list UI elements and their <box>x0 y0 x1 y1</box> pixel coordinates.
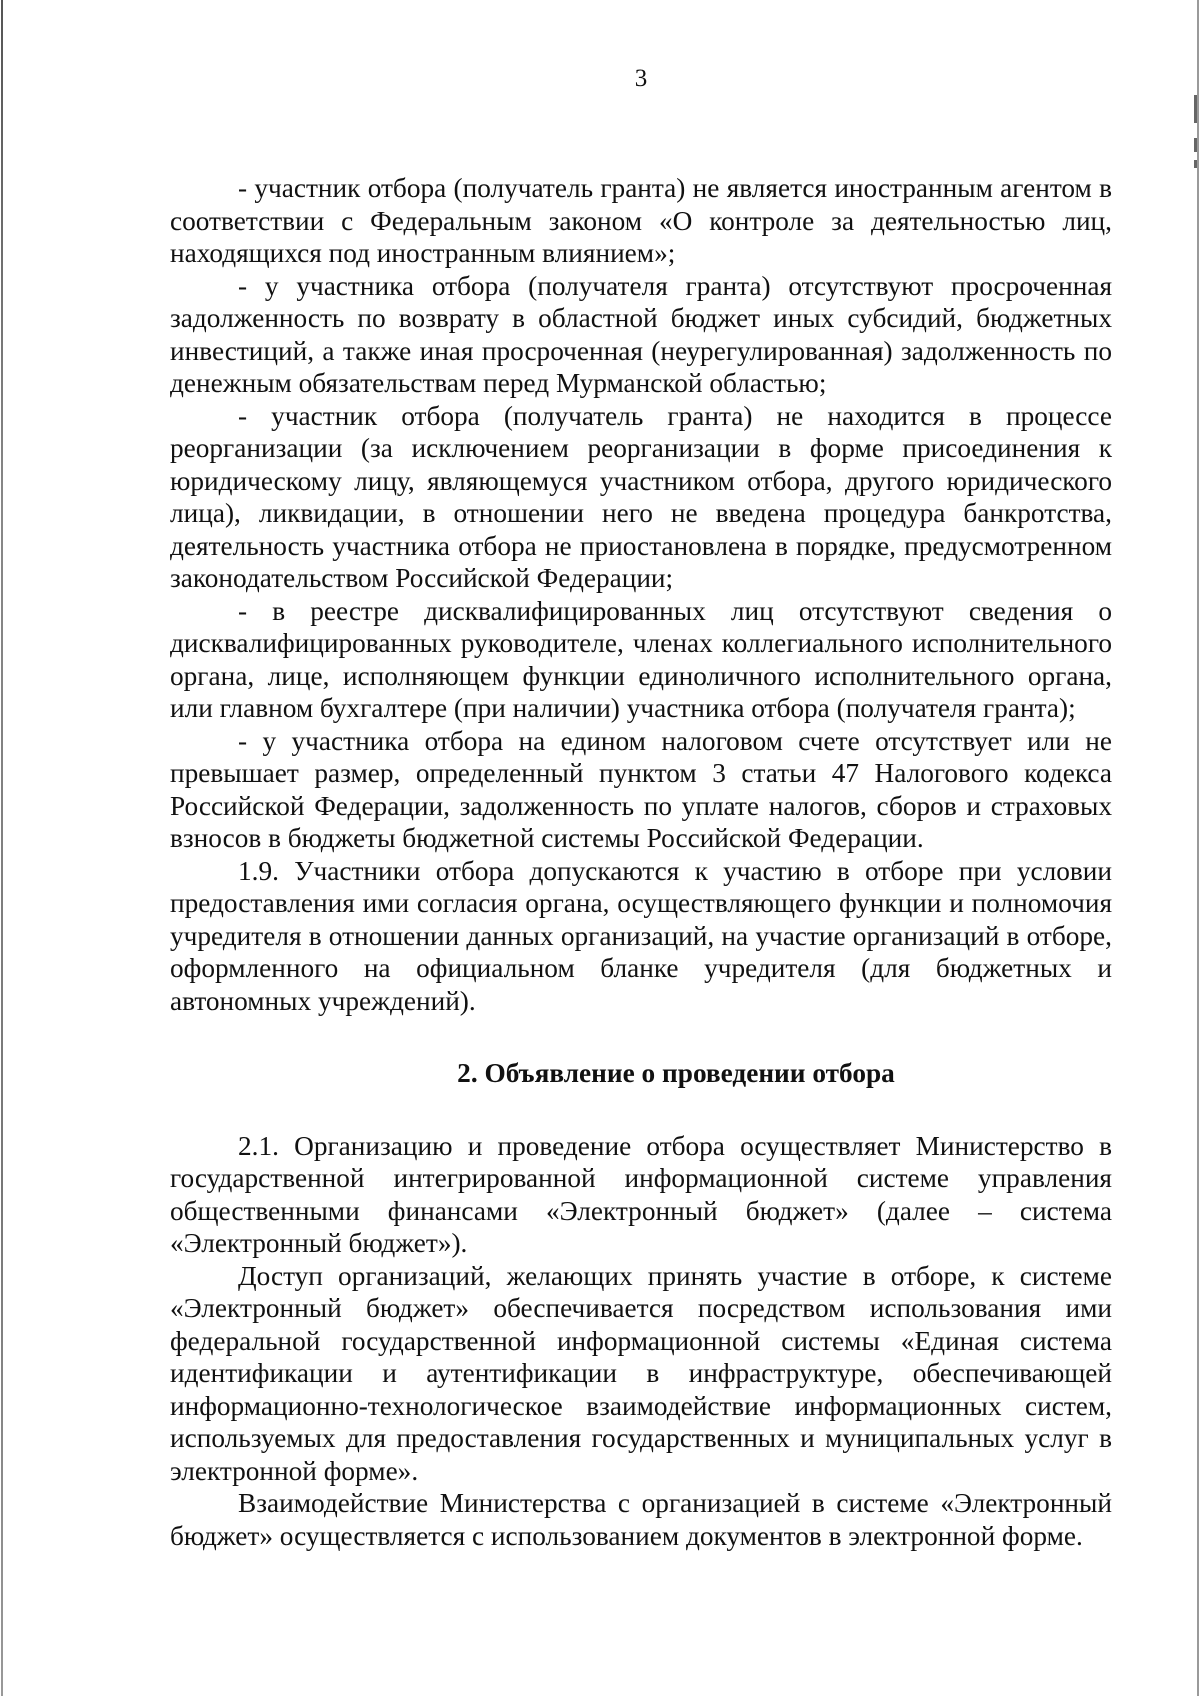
page-number: 3 <box>634 65 648 92</box>
paragraph-access: Доступ организаций, желающих принять участие в отборе, к системе «Электронный бюджет» обеспечивается посредством использования ими федеральной государственной информационной системы «Единая система идентификации и аутентификации в инфраструктуре, обеспечивающей информационно-технологическое взаимодействие информационных систем, используемых для предоставления государственных и муниципальных услуг в электронной форме». <box>170 1260 1112 1486</box>
section-heading: 2. Объявление о проведении отбора <box>457 1058 895 1088</box>
scan-edge-mark <box>1194 138 1197 152</box>
scan-edge-mark <box>1194 95 1197 123</box>
document-body <box>170 172 1112 1552</box>
paragraph-foreign-agent: - участник отбора (получатель гранта) не является иностранным агентом в соответствии с Федеральным законом «О контроле за деятельностью лиц, находящихся под иностранным влиянием»; <box>170 173 1112 268</box>
paragraph-disqualified-persons: - в реестре дисквалифицированных лиц отсутствуют сведения о дисквалифицированных руководителе, членах коллегиального исполнительного органа, лице, исполняющем функции единоличного исполнительного органа, или главном бухгалтере (при наличии) участника отбора (получателя гранта); <box>170 595 1112 723</box>
scan-edge-right <box>1197 0 1199 1696</box>
paragraph-2-1: 2.1. Организацию и проведение отбора осуществляет Министерство в государственной интегрированной информационной системе управления общественными финансами «Электронный бюджет» (далее – система «Электронный бюджет»). <box>170 1130 1112 1258</box>
paragraph-reorganization: - участник отбора (получатель гранта) не находится в процессе реорганизации (за исключением реорганизации в форме присоединения к юридическому лицу, являющемуся участником отбора, другого юридического лица), ликвидации, в отношении него не введена процедура банкротства, деятельность участника отбора не приостановлена в порядке, предусмотренном законодательством Российской Федерации; <box>170 400 1112 593</box>
scan-edge-left <box>1 0 3 1696</box>
paragraph-overdue-debt: - у участника отбора (получателя гранта) отсутствуют просроченная задолженность по возврату в областной бюджет иных субсидий, бюджетных инвестиций, а также иная просроченная (неурегулированная) задолженность по денежным обязательствам перед Мурманской областью; <box>170 270 1112 398</box>
paragraph-interaction: Взаимодействие Министерства с организацией в системе «Электронный бюджет» осуществляется с использованием документов в электронной форме. <box>170 1488 1112 1551</box>
scan-edge-mark <box>1194 160 1197 168</box>
paragraph-tax-debt: - у участника отбора на едином налоговом счете отсутствует или не превышает размер, определенный пунктом 3 статьи 47 Налогового кодекса Российской Федерации, задолженность по уплате налогов, сборов и страховых взносов в бюджеты бюджетной системы Российской Федерации. <box>170 725 1112 853</box>
paragraph-1-9: 1.9. Участники отбора допускаются к участию в отборе при условии предоставления ими согласия органа, осуществляющего функции и полномочия учредителя в отношении данных организаций, на участие организаций в отборе, оформленного на официальном бланке учредителя (для бюджетных и автономных учреждений). <box>170 855 1112 1016</box>
